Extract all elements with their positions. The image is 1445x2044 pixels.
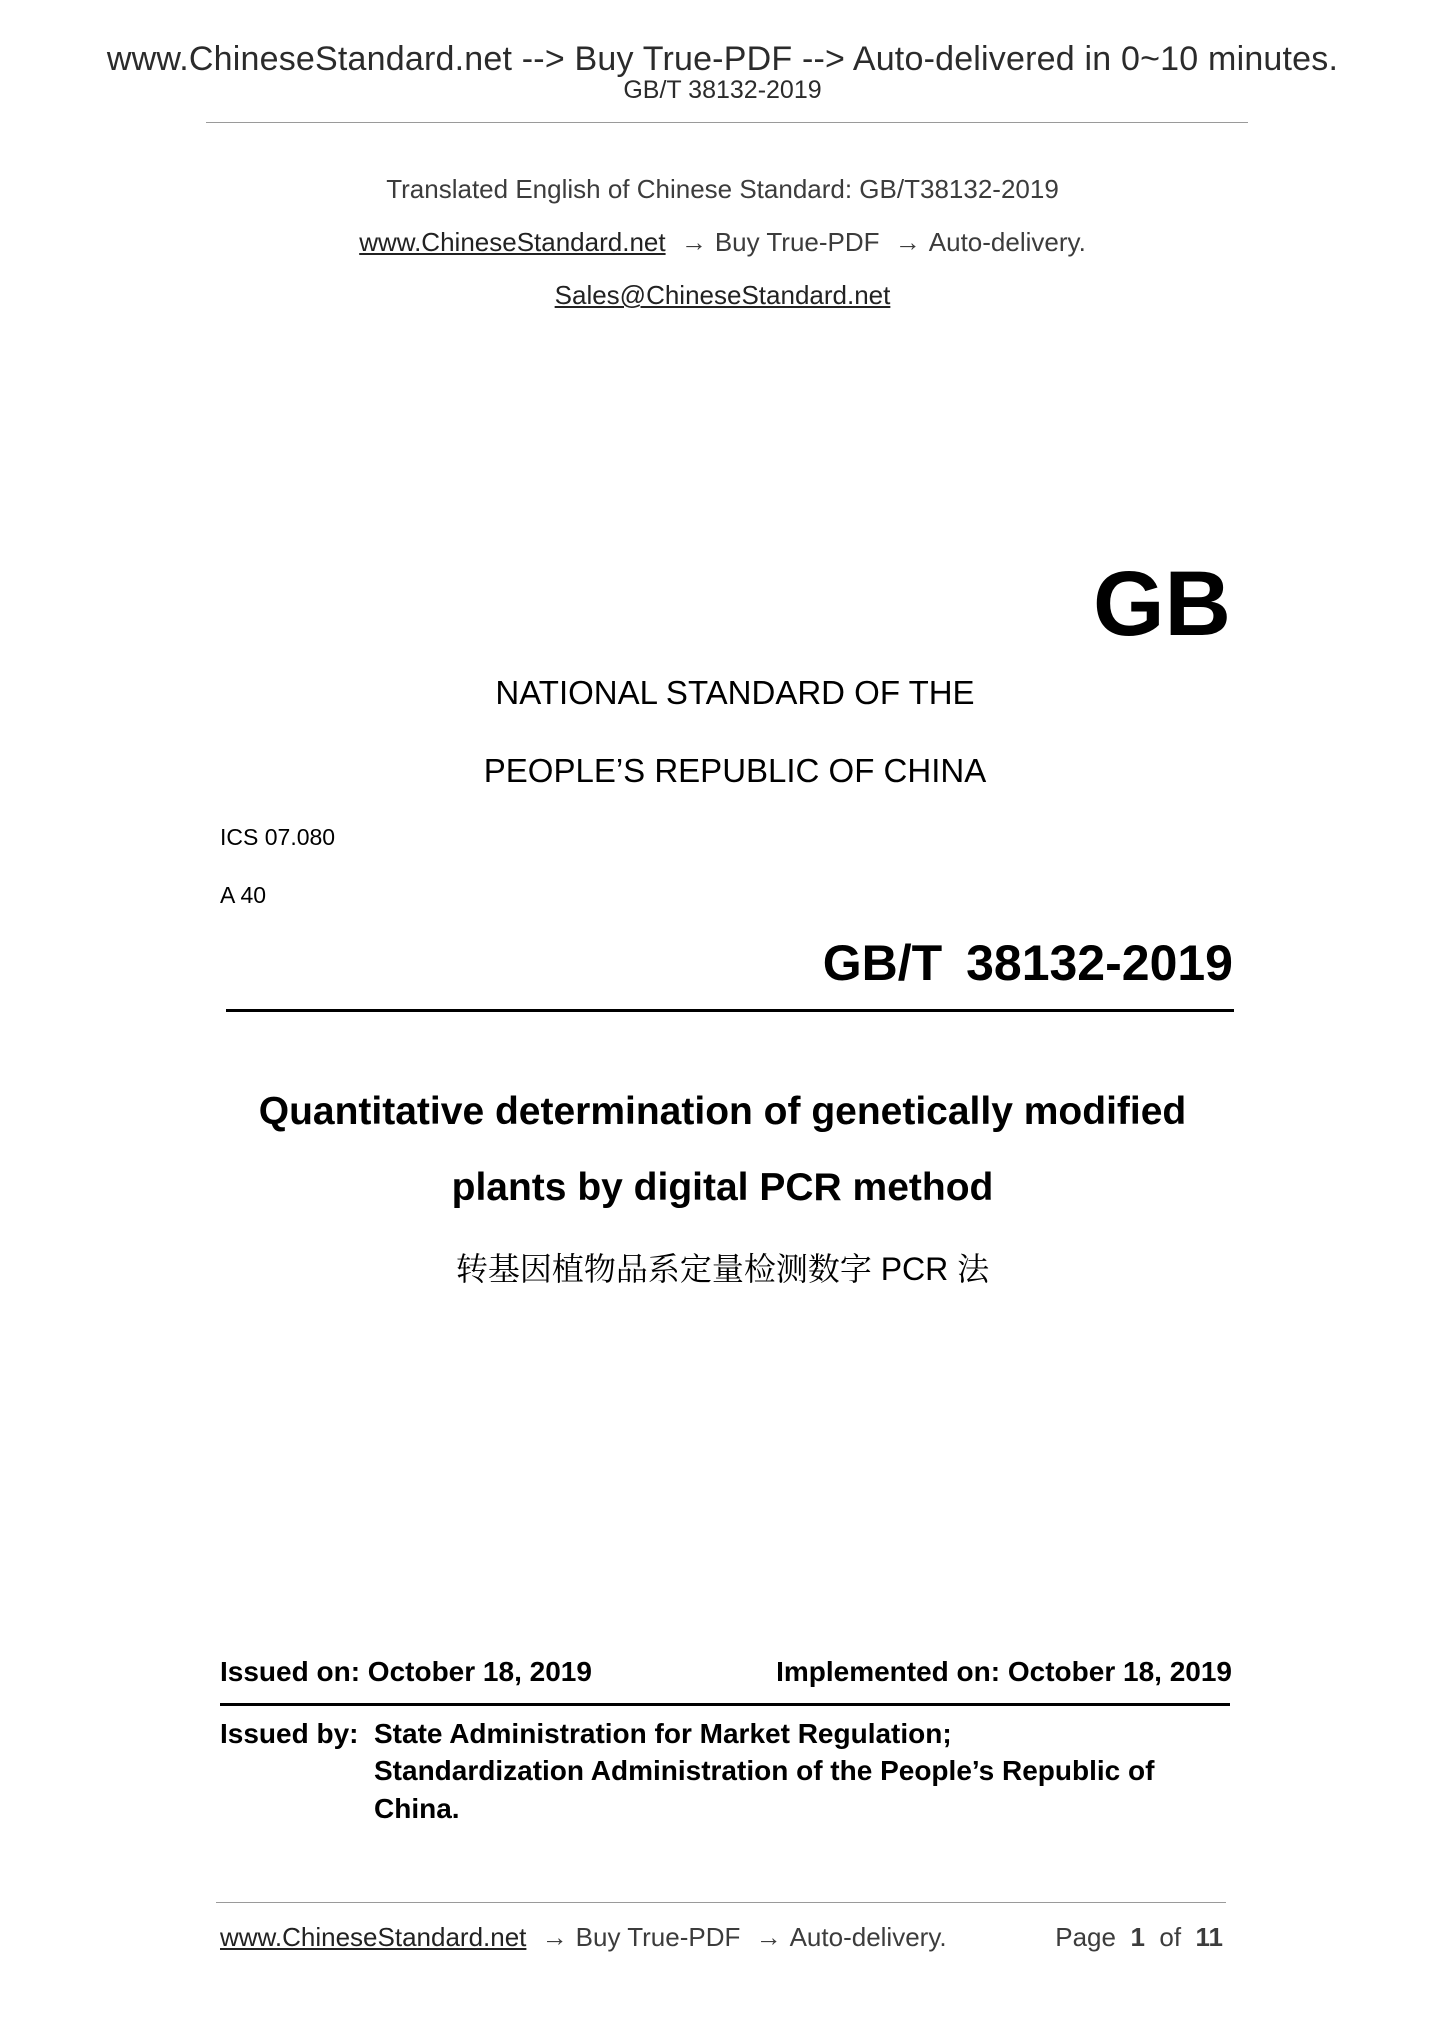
ics-code: ICS 07.080 — [220, 824, 336, 850]
national-standard-line1: NATIONAL STANDARD OF THE — [495, 674, 975, 711]
title-english-line1: Quantitative determination of genetically modified — [258, 1090, 1187, 1133]
page-label: Page — [1055, 1922, 1116, 1952]
sales-line — [0, 280, 1445, 311]
national-standard-line2: PEOPLE’S REPUBLIC OF CHINA — [483, 752, 987, 789]
footer-buy-text: Buy True-PDF — [575, 1922, 741, 1952]
page-number — [1055, 1922, 1223, 1953]
issued-by-label: Issued by: — [220, 1718, 359, 1749]
header-standard-code: GB/T 38132-2019 — [623, 76, 822, 104]
translated-notice: Translated English of Chinese Standard: GB/T38132-2019 — [386, 174, 1059, 204]
buy-text: Buy True-PDF — [714, 227, 880, 257]
issued-by-line1: State Administration for Market Regulation; — [374, 1718, 952, 1749]
site-link[interactable]: www.ChineseStandard.net — [359, 227, 666, 257]
arrow-right-icon: → — [541, 1922, 568, 1952]
issue-divider — [220, 1703, 1230, 1706]
standard-number: GB/T 38132-2019 — [822, 935, 1233, 991]
header-divider — [206, 122, 1248, 123]
ccs-code: A 40 — [220, 882, 267, 908]
page-total: 11 — [1195, 1922, 1223, 1952]
top-banner: www.ChineseStandard.net --> Buy True-PDF --> Auto-delivered in 0~10 minutes. — [106, 40, 1339, 78]
footer-auto-text: Auto-delivery. — [789, 1922, 947, 1952]
title-english-line2: plants by digital PCR method — [451, 1166, 994, 1209]
page-current: 1 — [1130, 1922, 1145, 1952]
issued-on: Issued on: October 18, 2019 — [220, 1656, 592, 1687]
issue-dates-row — [220, 1656, 1232, 1696]
footer-divider — [216, 1902, 1226, 1903]
issued-by-line3: China. — [374, 1793, 460, 1824]
page-of: of — [1159, 1922, 1182, 1952]
title-chinese: 转基因植物品系定量检测数字 PCR 法 — [455, 1251, 990, 1287]
standard-number-rule — [226, 1009, 1234, 1012]
implemented-on: Implemented on: October 18, 2019 — [776, 1656, 1232, 1687]
sales-email-link[interactable]: Sales@ChineseStandard.net — [554, 280, 891, 310]
gb-mark: GB — [1093, 553, 1231, 655]
footer-delivery — [220, 1922, 947, 1953]
arrow-right-icon: → — [894, 227, 921, 257]
arrow-right-icon: → — [755, 1922, 782, 1952]
auto-delivery-text: Auto-delivery. — [928, 227, 1086, 257]
issued-by-line2: Standardization Administration of the People’s Republic of — [374, 1755, 1155, 1786]
delivery-line — [0, 227, 1445, 258]
footer-site-link[interactable]: www.ChineseStandard.net — [220, 1922, 527, 1952]
arrow-right-icon: → — [680, 227, 707, 257]
